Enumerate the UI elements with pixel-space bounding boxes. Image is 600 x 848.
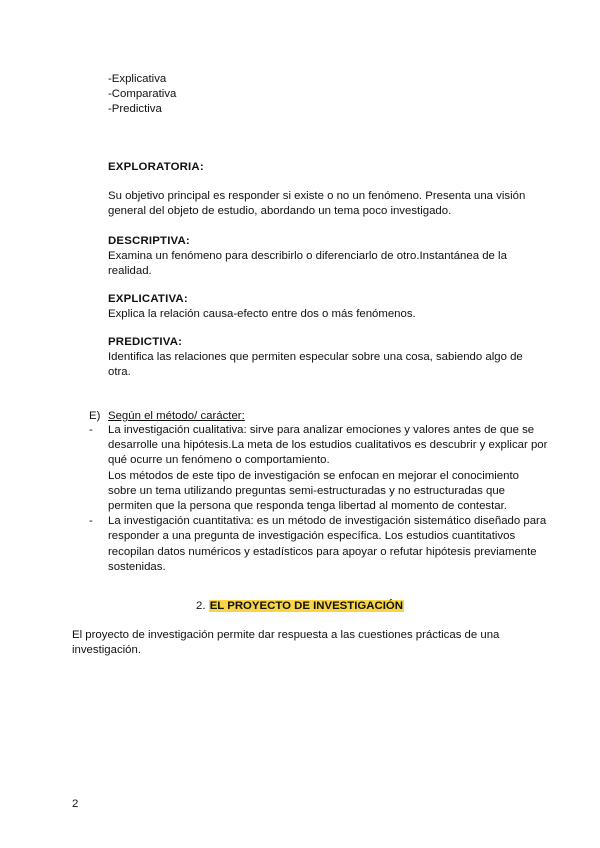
method-list [89,423,549,575]
intro-paragraph: El proyecto de investigación permite dar respuesta a las cuestiones prácticas de una investigación. [72,629,500,657]
item-e-label: E) [89,410,101,422]
item-e-title: Según el método/ carácter: [108,410,245,422]
section-explicativa [108,292,528,322]
page-number: 2 [72,798,79,810]
dash-bullet: - [89,515,93,528]
dash-bullet: - [89,424,93,436]
section-body: Examina un fenómeno para describirlo o diferenciarlo de otro.Instantánea de la realidad. [108,250,507,278]
section-heading: EXPLICATIVA: [108,293,188,305]
list-item: -Explicativa [108,73,167,85]
section-predictiva [108,335,528,381]
section-body: Identifica las relaciones que permiten especular sobre una cosa, sabiendo algo de otra. [108,351,523,379]
section-2-title: EL PROYECTO DE INVESTIGACIÓN [209,600,403,612]
list-item [89,423,549,514]
section-heading: PREDICTIVA: [108,336,183,348]
section-2-number: 2. [196,600,206,612]
section-descriptiva [108,234,528,280]
section-heading: DESCRIPTIVA: [108,235,190,247]
item-paragraph: La investigación cualitativa: sirve para analizar emociones y valores antes de que se desarrolle una hipótesis.La meta de los estudios cualitativos es descubrir y explicar por qué ocurre un fenómeno o comportamiento. [108,424,548,467]
list-item [89,514,549,575]
item-paragraph: Los métodos de este tipo de investigación se enfocan en mejorar el conocimiento sobre un tema utilizando preguntas semi-estructuradas y no estructuradas que permiten que la persona que responda tenga libertad al momento de contestar. [108,469,519,513]
section-heading: EXPLORATORIA: [108,161,204,173]
section-exploratoria [108,160,528,220]
item-paragraph: La investigación cuantitativa: es un método de investigación sistemático diseñado para responder a una pregunta de investigación específica. Los estudios cuantitativos recopilan datos numéricos y estadísticos para apoyar o refutar hipótesis previamente sostenidas. [108,515,547,573]
list-item: -Predictiva [108,103,162,115]
item-e [89,409,245,424]
list-item: -Comparativa [108,88,177,100]
section-body: Su objetivo principal es responder si existe o no un fenómeno. Presenta una visión general del objeto de estudio, abordando un tema poco investigado. [108,190,526,218]
type-list [108,72,176,117]
section-body: Explica la relación causa-efecto entre dos o más fenómenos. [108,308,416,321]
section-2-heading [0,599,600,614]
